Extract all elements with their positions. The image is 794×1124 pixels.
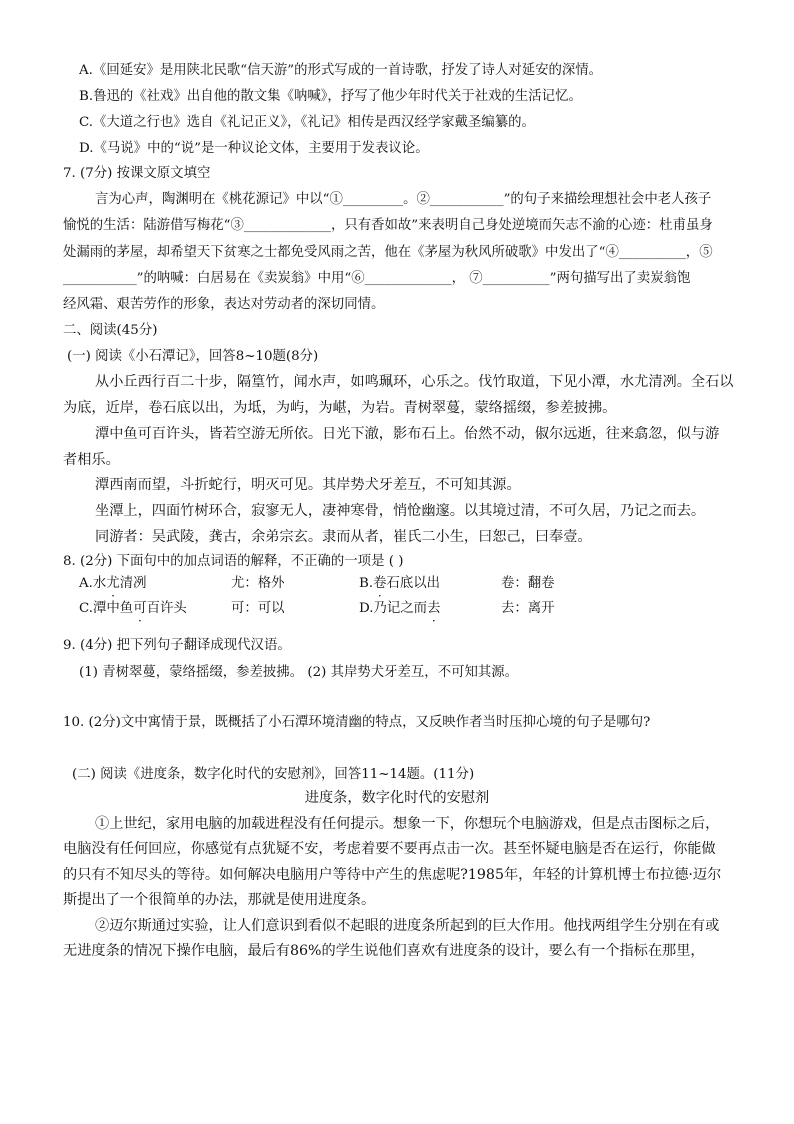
q7-text-line: 言为心声，陶渊明在《桃花源记》中以“①_________。②___________”的句子来描绘理想社会中老人孩子 bbox=[95, 192, 712, 207]
q8-option-c-gloss: 可：可以 bbox=[231, 601, 285, 616]
q8-option-b: B.卷石底以出 bbox=[359, 576, 441, 591]
passage-line: 者相乐。 bbox=[63, 452, 120, 468]
q8-option-a-gloss: 尤：格外 bbox=[231, 576, 285, 591]
q6-option-c: C.《大道之行也》选自《礼记正义》，《礼记》相传是西汉经学家戴圣编纂的。 bbox=[79, 115, 535, 130]
passage-line: 从小丘西行百二十步，隔篁竹，闻水声，如鸣珮环，心乐之。伐竹取道，下见小潭，水尤清冽。全石以 bbox=[95, 374, 734, 390]
q7-text-line: ___________”的呐喊：白居易在《卖炭翁》中用“⑥_____________， ⑦__________”两句描写出了卖炭翁饱 bbox=[63, 271, 691, 286]
q8-option-d: D.乃记之而去 bbox=[359, 601, 441, 616]
q8-heading: 8. (2分) 下面句中的加点词语的解释，不正确的一项是 ( ) bbox=[63, 554, 404, 569]
article-line: 斯提出了一个很简单的办法，那就是使用进度条。 bbox=[63, 892, 376, 908]
passage-line: 坐潭上，四面竹树环合，寂寥无人，凄神寒骨，悄怆幽邃。以其境过清，不可久居，乃记之而去。 bbox=[95, 503, 706, 519]
q9-heading: 9. (4分) 把下列句子翻译成现代汉语。 bbox=[63, 638, 291, 653]
section-reading-heading: 二、阅读(45分) bbox=[63, 323, 158, 338]
article-line: ②迈尔斯通过实验，让人们意识到看似不起眼的进度条所起到的巨大作用。他找两组学生分别在有或 bbox=[95, 918, 720, 934]
passage-line: 潭西南而望，斗折蛇行，明灭可见。其岸势犬牙差互，不可知其源。 bbox=[95, 477, 521, 493]
q6-option-d: D.《马说》中的“说”是一种议论文体，主要用于发表议论。 bbox=[79, 141, 429, 156]
q8-option-c: C.潭中鱼可百许头 bbox=[79, 601, 187, 616]
article-line: 的只有不知尽头的等待。如何解决电脑用户等待中产生的焦虑呢?1985年，年轻的计算机博士布拉德·迈尔 bbox=[63, 867, 722, 883]
article-line: ①上世纪，家用电脑的加载进程没有任何提示。想象一下，你想玩个电脑游戏，但是点击图标之后， bbox=[95, 816, 720, 832]
passage-line: 为底，近岸，卷石底以出，为坻，为屿，为嵁，为岩。青树翠蔓，蒙络摇缀，参差披拂。 bbox=[63, 400, 617, 416]
q8-option-d-gloss: 去：离开 bbox=[501, 601, 555, 616]
q8-option-a: A.水尤清冽 bbox=[79, 576, 147, 591]
article-line: 无进度条的情况下操作电脑，最后有86%的学生说他们喜欢有进度条的设计，要么有一个指标在那里， bbox=[63, 943, 705, 959]
q7-text-line: 愉悦的生活：陆游借写梅花“③_____________，只有香如故”来表明自己身处逆境而矢志不渝的心迹：杜甫虽身 bbox=[63, 218, 713, 233]
article-line: 电脑没有任何回应，你感觉有点犹疑不安，考虑着要不要再点击一次。甚至怀疑电脑是否在运行，你能做 bbox=[63, 841, 716, 857]
q6-option-b: B.鲁迅的《社戏》出自他的散文集《呐喊》，抒写了他少年时代关于社戏的生活记忆。 bbox=[79, 89, 582, 104]
passage-line: 同游者：吴武陵，龚古，余弟宗玄。隶而从者，崔氏二小生，曰恕己，曰奉壹。 bbox=[95, 529, 592, 545]
q10-heading: 10. (2分)文中寓情于景，既概括了小石潭环境清幽的特点，又反映作者当时压抑心境的句子是哪句? bbox=[63, 715, 651, 730]
q8-option-b-gloss: 卷：翻卷 bbox=[501, 576, 555, 591]
q7-heading: 7. (7分) 按课文原文填空 bbox=[63, 166, 211, 181]
q6-option-a: A.《回延安》是用陕北民歌“信天游”的形式写成的一首诗歌，抒发了诗人对延安的深情。 bbox=[79, 63, 603, 78]
q7-text-line: 经风霜、艰苦劳作的形象，表达对劳动者的深切同情。 bbox=[63, 297, 385, 312]
part1-heading: (一) 阅读《小石潭记》，回答8~10题(8分) bbox=[67, 349, 319, 364]
passage-line: 潭中鱼可百许头，皆若空游无所依。日光下澈，影布石上。佁然不动，俶尔远逝，往来翕忽，似与游 bbox=[95, 426, 720, 442]
article-title: 进度条，数字化时代的安慰剂 bbox=[304, 790, 490, 806]
q7-text-line: 处漏雨的茅屋，却希望天下贫寒之士都免受风雨之苦，他在《茅屋为秋风所破歌》中发出了“④__________，⑤ bbox=[63, 245, 713, 260]
part2-heading: (二) 阅读《进度条，数字化时代的安慰剂》，回答11~14题。(11分) bbox=[72, 767, 475, 782]
q9-sentences: (1) 青树翠蔓，蒙络摇缀，参差披拂。 (2) 其岸势犬牙差互，不可知其源。 bbox=[79, 665, 519, 680]
